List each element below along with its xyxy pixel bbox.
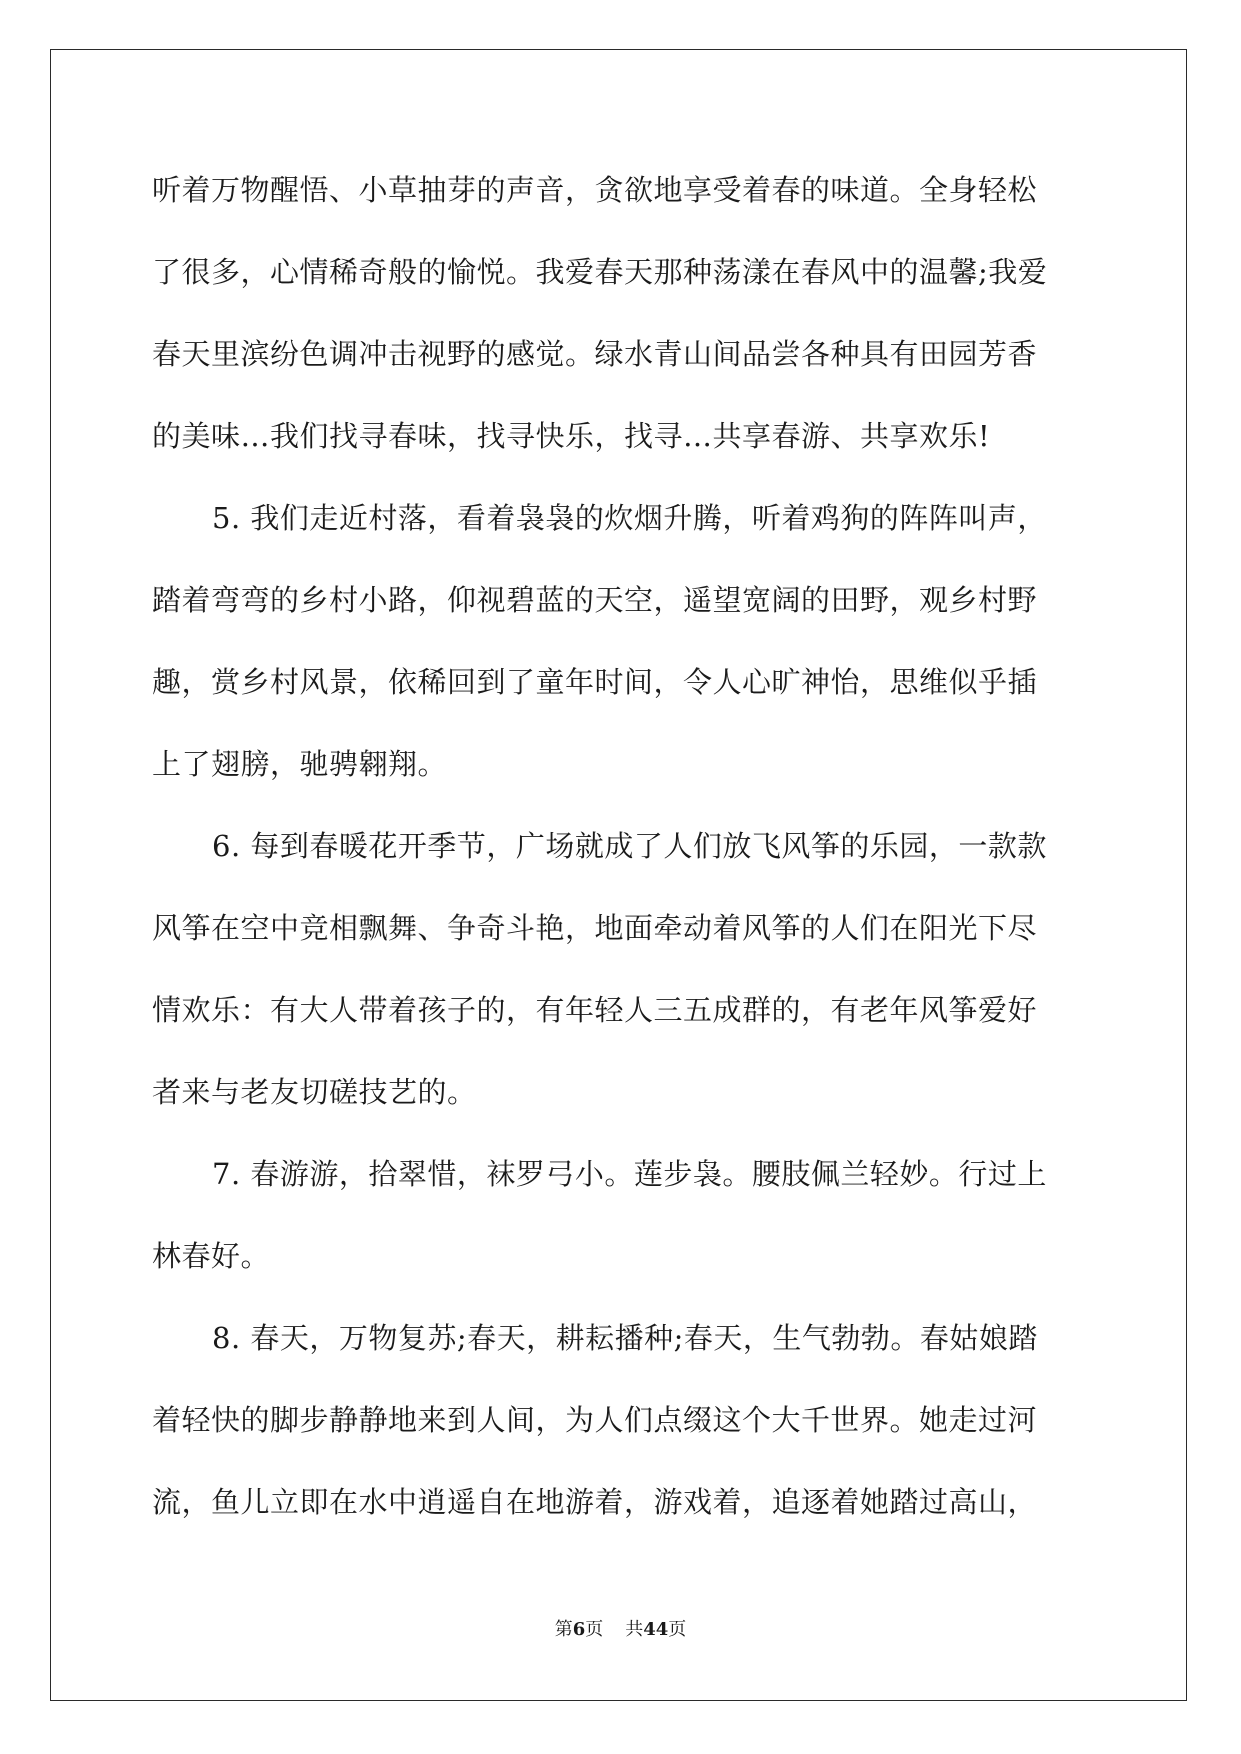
text-line: 5. 我们走近村落，看着袅袅的炊烟升腾，听着鸡狗的阵阵叫声， (212, 501, 1047, 535)
text-line: 风筝在空中竞相飘舞、争奇斗艳，地面牵动着风筝的人们在阳光下尽 (152, 911, 1038, 945)
text-line: 听着万物醒悟、小草抽芽的声音，贪欲地享受着春的味道。全身轻松 (152, 173, 1038, 207)
footer-total-suffix: 页 (668, 1619, 687, 1640)
text-line: 林春好。 (152, 1239, 271, 1273)
text-line: 的美味…我们找寻春味，找寻快乐，找寻…共享春游、共享欢乐! (152, 419, 991, 453)
text-line: 了很多，心情稀奇般的愉悦。我爱春天那种荡漾在春风中的温馨;我爱 (152, 255, 1048, 289)
text-line: 踏着弯弯的乡村小路，仰视碧蓝的天空，遥望宽阔的田野，观乡村野 (152, 583, 1038, 617)
text-line: 者来与老友切磋技艺的。 (152, 1075, 477, 1109)
text-line: 流，鱼儿立即在水中逍遥自在地游着，游戏着，追逐着她踏过高山， (152, 1485, 1038, 1519)
text-line: 7. 春游游，拾翠惜，袜罗弓小。莲步袅。腰肢佩兰轻妙。行过上 (212, 1157, 1047, 1191)
text-line: 上了翅膀，驰骋翱翔。 (152, 747, 448, 781)
text-line: 趣，赏乡村风景，依稀回到了童年时间，令人心旷神怡，思维似乎插 (152, 665, 1038, 699)
text-line: 着轻快的脚步静静地来到人间，为人们点缀这个大千世界。她走过河 (152, 1403, 1038, 1437)
text-line: 春天里滨纷色调冲击视野的感觉。绿水青山间品尝各种具有田园芳香 (152, 337, 1038, 371)
document-body (152, 162, 1092, 1556)
footer-page-number: 6 (572, 1619, 586, 1640)
text-line: 情欢乐：有大人带着孩子的，有年轻人三五成群的，有老年风筝爱好 (152, 993, 1038, 1027)
text-line: 6. 每到春暖花开季节，广场就成了人们放飞风筝的乐园，一款款 (212, 829, 1047, 863)
text-line: 8. 春天，万物复苏;春天，耕耘播种;春天，生气勃勃。春姑娘踏 (212, 1321, 1038, 1355)
footer-total-prefix: 共 (625, 1619, 644, 1640)
footer-page-prefix: 第 (554, 1619, 573, 1640)
footer-total-pages: 44 (643, 1619, 669, 1640)
page-footer (0, 1615, 1241, 1641)
footer-page-suffix: 页 (585, 1619, 604, 1640)
